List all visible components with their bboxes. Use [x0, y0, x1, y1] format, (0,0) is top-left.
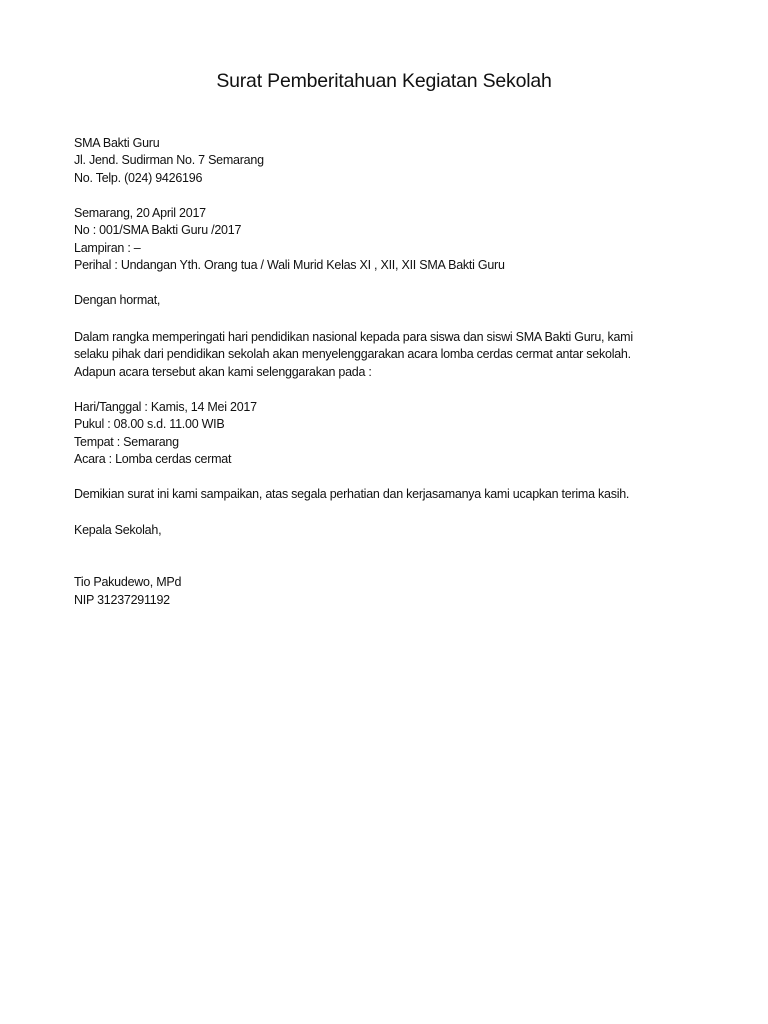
event-place: Tempat : Semarang — [74, 435, 179, 449]
letter-number: No : 001/SMA Bakti Guru /2017 — [74, 223, 242, 237]
sender-address: Jl. Jend. Sudirman No. 7 Semarang — [74, 153, 264, 167]
body-line: Dalam rangka memperingati hari pendidikan nasional kepada para siswa dan siswi SMA Bakti Guru, kami — [74, 330, 633, 344]
closing: Demikian surat ini kami sampaikan, atas segala perhatian dan kerjasamanya kami ucapkan terima kasih. — [74, 487, 630, 501]
sender-name: SMA Bakti Guru — [74, 136, 160, 150]
greeting: Dengan hormat, — [74, 293, 161, 307]
event-date: Hari/Tanggal : Kamis, 14 Mei 2017 — [74, 400, 257, 414]
signature-name: Tio Pakudewo, MPd — [74, 575, 182, 589]
signature-role: Kepala Sekolah, — [74, 523, 162, 537]
event-time: Pukul : 08.00 s.d. 11.00 WIB — [74, 417, 225, 431]
signature-nip: NIP 31237291192 — [74, 593, 170, 607]
body-line: selaku pihak dari pendidikan sekolah akan menyelenggarakan acara lomba cerdas cermat antar sekolah. — [74, 347, 631, 361]
letter-title: Surat Pemberitahuan Kegiatan Sekolah — [216, 70, 552, 92]
place-date: Semarang, 20 April 2017 — [74, 206, 206, 220]
sender-phone: No. Telp. (024) 9426196 — [74, 171, 203, 185]
body-line: Adapun acara tersebut akan kami selenggarakan pada : — [74, 365, 372, 379]
attachment: Lampiran : – — [74, 241, 141, 255]
event-activity: Acara : Lomba cerdas cermat — [74, 452, 232, 466]
subject: Perihal : Undangan Yth. Orang tua / Wali Murid Kelas XI , XII, XII SMA Bakti Guru — [74, 258, 505, 272]
